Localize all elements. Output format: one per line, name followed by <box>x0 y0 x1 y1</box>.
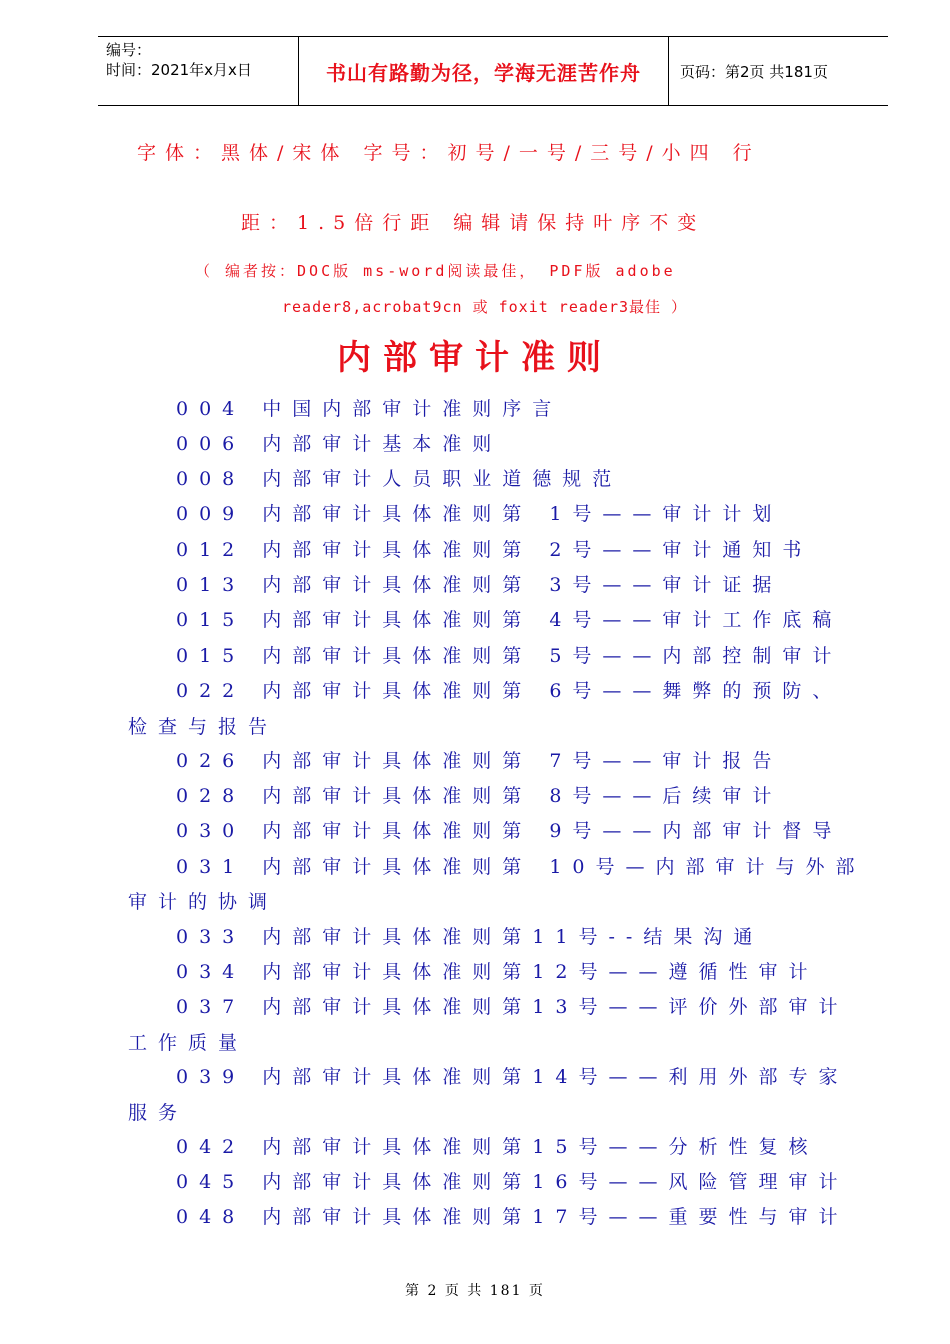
format-note-line-1: 字体：黑体/宋体 字号：初号/一号/三号/小四 行 <box>137 142 761 164</box>
page-code: 页码：第2页 共181页 <box>680 63 828 81</box>
toc-entry: 042 内部审计具体准则第15号——分析性复核 <box>176 1136 819 1158</box>
time-label: 时间：2021年x月x日 <box>106 61 252 79</box>
editor-note-line-2: reader8,acrobat9cn 或 foxit reader3最佳 ） <box>282 298 688 316</box>
toc-entry: 013 内部审计具体准则第 3号——审计证据 <box>176 574 783 596</box>
toc-entry: 028 内部审计具体准则第 8号——后续审计 <box>176 785 783 807</box>
toc-entry: 031 内部审计具体准则第 10号—内部审计与外部 <box>176 856 866 878</box>
toc-entry: 045 内部审计具体准则第16号——风险管理审计 <box>176 1171 849 1193</box>
toc-entry: 012 内部审计具体准则第 2号——审计通知书 <box>176 539 813 561</box>
format-note-line-2: 距：1.5倍行距 编辑请保持叶序不变 <box>241 212 706 234</box>
toc-entry-continuation: 服务 <box>128 1102 189 1124</box>
toc-entry: 004 中国内部审计准则序言 <box>176 398 563 420</box>
toc-entry: 030 内部审计具体准则第 9号——内部审计督导 <box>176 820 843 842</box>
toc-entry: 008 内部审计人员职业道德规范 <box>176 468 623 490</box>
toc-entry: 015 内部审计具体准则第 4号——审计工作底稿 <box>176 609 843 631</box>
page-footer: 第 2 页 共 181 页 <box>405 1283 545 1299</box>
code-label: 编号： <box>106 41 152 59</box>
editor-note-line-1: （ 编者按：DOC版 ms-word阅读最佳， PDF版 adobe <box>195 262 676 280</box>
document-title: 内部审计准则 <box>337 338 613 378</box>
toc-entry: 048 内部审计具体准则第17号——重要性与审计 <box>176 1206 849 1228</box>
page-header <box>98 36 888 106</box>
toc-entry: 009 内部审计具体准则第 1号——审计计划 <box>176 503 783 525</box>
toc-entry: 006 内部审计基本准则 <box>176 433 503 455</box>
header-info-cell <box>98 37 299 105</box>
toc-entry: 037 内部审计具体准则第13号——评价外部审计 <box>176 996 849 1018</box>
toc-entry: 026 内部审计具体准则第 7号——审计报告 <box>176 750 783 772</box>
toc-entry-continuation: 审计的协调 <box>128 891 279 913</box>
header-page-cell <box>669 37 888 105</box>
toc-entry-continuation: 检查与报告 <box>128 716 279 738</box>
toc-entry: 039 内部审计具体准则第14号——利用外部专家 <box>176 1066 849 1088</box>
toc-entry: 033 内部审计具体准则第11号--结果沟通 <box>176 926 764 948</box>
toc-entry: 022 内部审计具体准则第 6号——舞弊的预防、 <box>176 680 843 702</box>
motto: 书山有路勤为径，学海无涯苦作舟 <box>326 61 641 85</box>
toc-entry: 034 内部审计具体准则第12号——遵循性审计 <box>176 961 819 983</box>
toc-entry-continuation: 工作质量 <box>128 1032 249 1054</box>
toc-entry: 015 内部审计具体准则第 5号——内部控制审计 <box>176 645 843 667</box>
header-motto-cell <box>299 37 669 105</box>
